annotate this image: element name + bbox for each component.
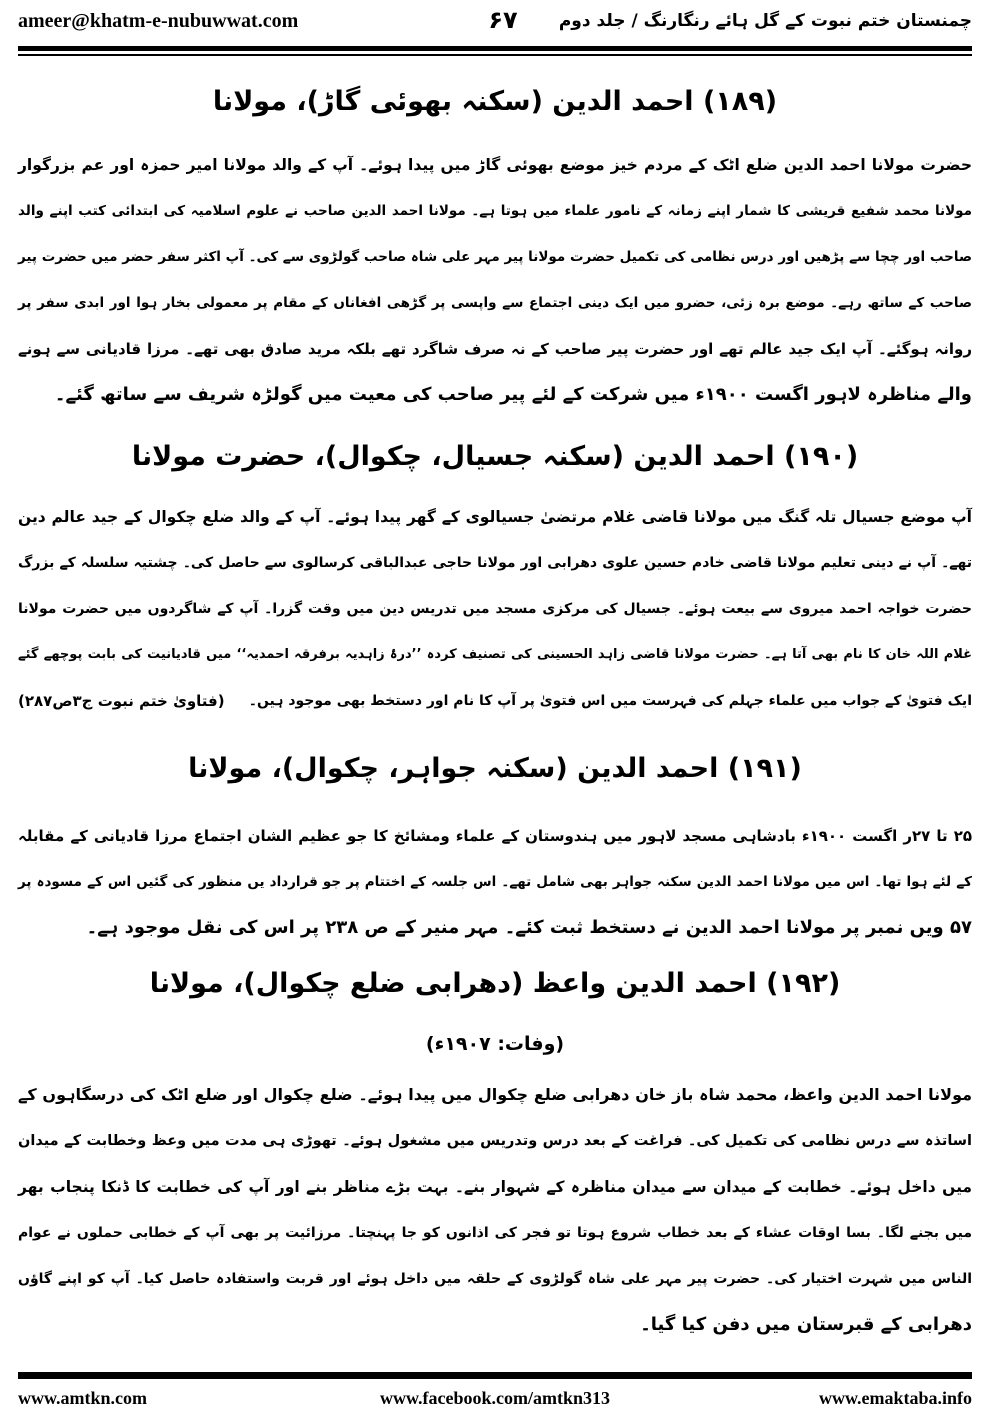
footer-link-emaktaba: www.emaktaba.info — [818, 1388, 972, 1408]
page-footer — [18, 1388, 972, 1412]
header-rule-thin — [18, 54, 972, 56]
text-line: میں بجنے لگا۔ بسا اوقات عشاء کے بعد خطاب شروع ہوتا تو فجر کی اذانوں کو جا پہنچتا۔ مرزائیت پر بھی آپ کے خطابی حملوں نے عوام — [18, 1225, 972, 1241]
text-line: اساتذہ سے درس نظامی کی تکمیل کی۔ فراغت کے بعد درس وتدریس میں مشغول ہوئے۔ تھوڑی ہی مدت میں وعظ وخطابت کے میدان — [18, 1133, 972, 1149]
text-line: آپ موضع جسیال تلہ گنگ میں مولانا قاضی غلام مرتضیٰ جسیالوی کے گھر پیدا ہوئے۔ آپ کے والد ضلع چکوال کے جید عالم دین — [18, 508, 972, 526]
footer-link-facebook: www.facebook.com/amtkn313 — [380, 1388, 610, 1408]
text-line-with-reference — [18, 678, 972, 724]
text-line: مولانا محمد شفیع قریشی کا شمار اپنے زمانہ کے نامور علماء میں ہوتا ہے۔ مولانا احمد الدین صاحب نے علوم اسلامیہ کی ابتدائی کتب اپنے والد — [18, 203, 972, 219]
paragraph-189 — [18, 142, 972, 418]
header-email: ameer@khatm-e-nubuwwat.com — [18, 10, 299, 32]
text-line: میں داخل ہوئے۔ خطابت کے میدان سے میدان مناظرہ کے شہوار بنے۔ بہت بڑے مناظر بنے اور آپ کی خطابت کا ڈنکا پنجاب بھر — [18, 1178, 972, 1196]
text-line: مولانا احمد الدین واعظ، محمد شاہ باز خان دھرابی ضلع چکوال میں پیدا ہوئے۔ ضلع چکوال اور ضلع اٹک کی درسگاہوں کے — [18, 1085, 972, 1104]
text-line: ایک فتویٰ کے جواب میں علماء جہلم کی فہرست میں اس فتویٰ پر آپ کا نام اور دستخط بھی موجود ہیں۔ — [248, 693, 972, 709]
paragraph-191 — [18, 813, 972, 951]
text-line: صاحب کے ساتھ رہے۔ موضع برہ زئی، حضرو میں ایک دینی اجتماع سے واپسی پر گڑھی افغاناں کے مقام پر معمولی بخار ہوا اور ابدی سفر پر — [18, 295, 972, 311]
page-header — [18, 4, 972, 42]
citation-reference: (فتاویٰ ختم نبوت ج۳ص۲۸۷) — [18, 692, 225, 710]
footer-link-amtkn: www.amtkn.com — [18, 1388, 147, 1408]
paragraph-190 — [18, 494, 972, 724]
text-line: غلام اللہ خان کا نام بھی آتا ہے۔ حضرت مولانا قاضی زاہد الحسینی کی تصنیف کردہ ’’درۂ زاہدیہ برفرقہ احمدیہ‘‘ میں قادیانیت کی بابت پوچھے گئے — [18, 647, 972, 662]
section-heading-192: (۱۹۲) احمد الدین واعظ (دھرابی ضلع چکوال)، مولانا — [149, 967, 841, 999]
book-title: چمنستان ختم نبوت کے گل ہائے رنگارنگ / جلد دوم — [558, 11, 972, 31]
text-line: حضرت مولانا احمد الدین ضلع اٹک کے مردم خیز موضع بھوئی گاڑ میں پیدا ہوئے۔ آپ کے والد مولانا امیر حمزہ اور عم بزرگوار — [18, 156, 972, 174]
text-line: کے لئے ہوا تھا۔ اس میں مولانا احمد الدین سکنہ جواہر بھی شامل تھے۔ اس جلسہ کے اختتام پر جو قرارداد یں منظور کی گئیں اس کے مسودہ پر — [18, 874, 972, 890]
section-heading-189: (۱۸۹) احمد الدین (سکنہ بھوئی گاڑ)، مولانا — [212, 85, 778, 117]
page-content — [18, 60, 972, 1348]
death-date-subheading: (وفات: ۱۹۰۷ء) — [425, 1032, 565, 1055]
text-line: حضرت خواجہ احمد میروی سے بیعت ہوئے۔ جسیال کی مرکزی مسجد میں تدریس دین میں وقت گزرا۔ آپ کے شاگردوں میں حضرت مولانا — [18, 601, 972, 617]
text-line: الناس میں شہرت اختیار کی۔ حضرت پیر مہر علی شاہ گولڑوی کے حلقہ میں داخل ہوئے اور قربت واستفادہ حاصل کیا۔ آپ کو اپنے گاؤں — [18, 1271, 972, 1287]
section-heading-191: (۱۹۱) احمد الدین (سکنہ جواہر، چکوال)، مولانا — [188, 753, 802, 784]
section-heading-190: (۱۹۰) احمد الدین (سکنہ جسیال، چکوال)، حضرت مولانا — [131, 440, 859, 472]
text-line: صاحب اور چچا سے پڑھیں اور درس نظامی کی تکمیل حضرت مولانا پیر مہر علی شاہ صاحب گولڑوی سے کی۔ آپ اکثر سفر حضر میں حضرت پیر — [18, 249, 972, 265]
text-line: تھے۔ آپ نے دینی تعلیم مولانا قاضی خادم حسین علوی دھرابی اور مولانا حاجی عبدالباقی کرسالوی سے حاصل کی۔ چشتیہ سلسلہ کے بزرگ — [18, 555, 972, 571]
text-line: والے مناظرہ لاہور اگست ۱۹۰۰ء میں شرکت کے لئے پیر صاحب کی معیت میں گولڑہ شریف سے ساتھ گئے۔ — [54, 384, 972, 405]
text-line: روانہ ہوگئے۔ آپ ایک جید عالم تھے اور حضرت پیر صاحب کے نہ صرف شاگرد تھے بلکہ مرید صادق بھی تھے۔ مرزا قادیانی سے ہونے — [18, 340, 972, 358]
paragraph-192 — [18, 1072, 972, 1348]
footer-rule — [18, 1372, 972, 1379]
text-line: ۲۵ تا ۲۷ر اگست ۱۹۰۰ء بادشاہی مسجد لاہور میں ہندوستان کے علماء ومشائخ کا جو عظیم الشان اجتماع مرزا قادیانی کے مقابلہ — [18, 827, 972, 845]
header-rule-thick — [18, 46, 972, 51]
page-number: ۶۷ — [488, 6, 518, 34]
text-line: ۵۷ ویں نمبر پر مولانا احمد الدین نے دستخط ثبت کئے۔ مہر منیر کے ص ۲۳۸ پر اس کی نقل موجود ہے۔ — [86, 917, 972, 938]
text-line: دھرابی کے قبرستان میں دفن کیا گیا۔ — [640, 1314, 972, 1335]
